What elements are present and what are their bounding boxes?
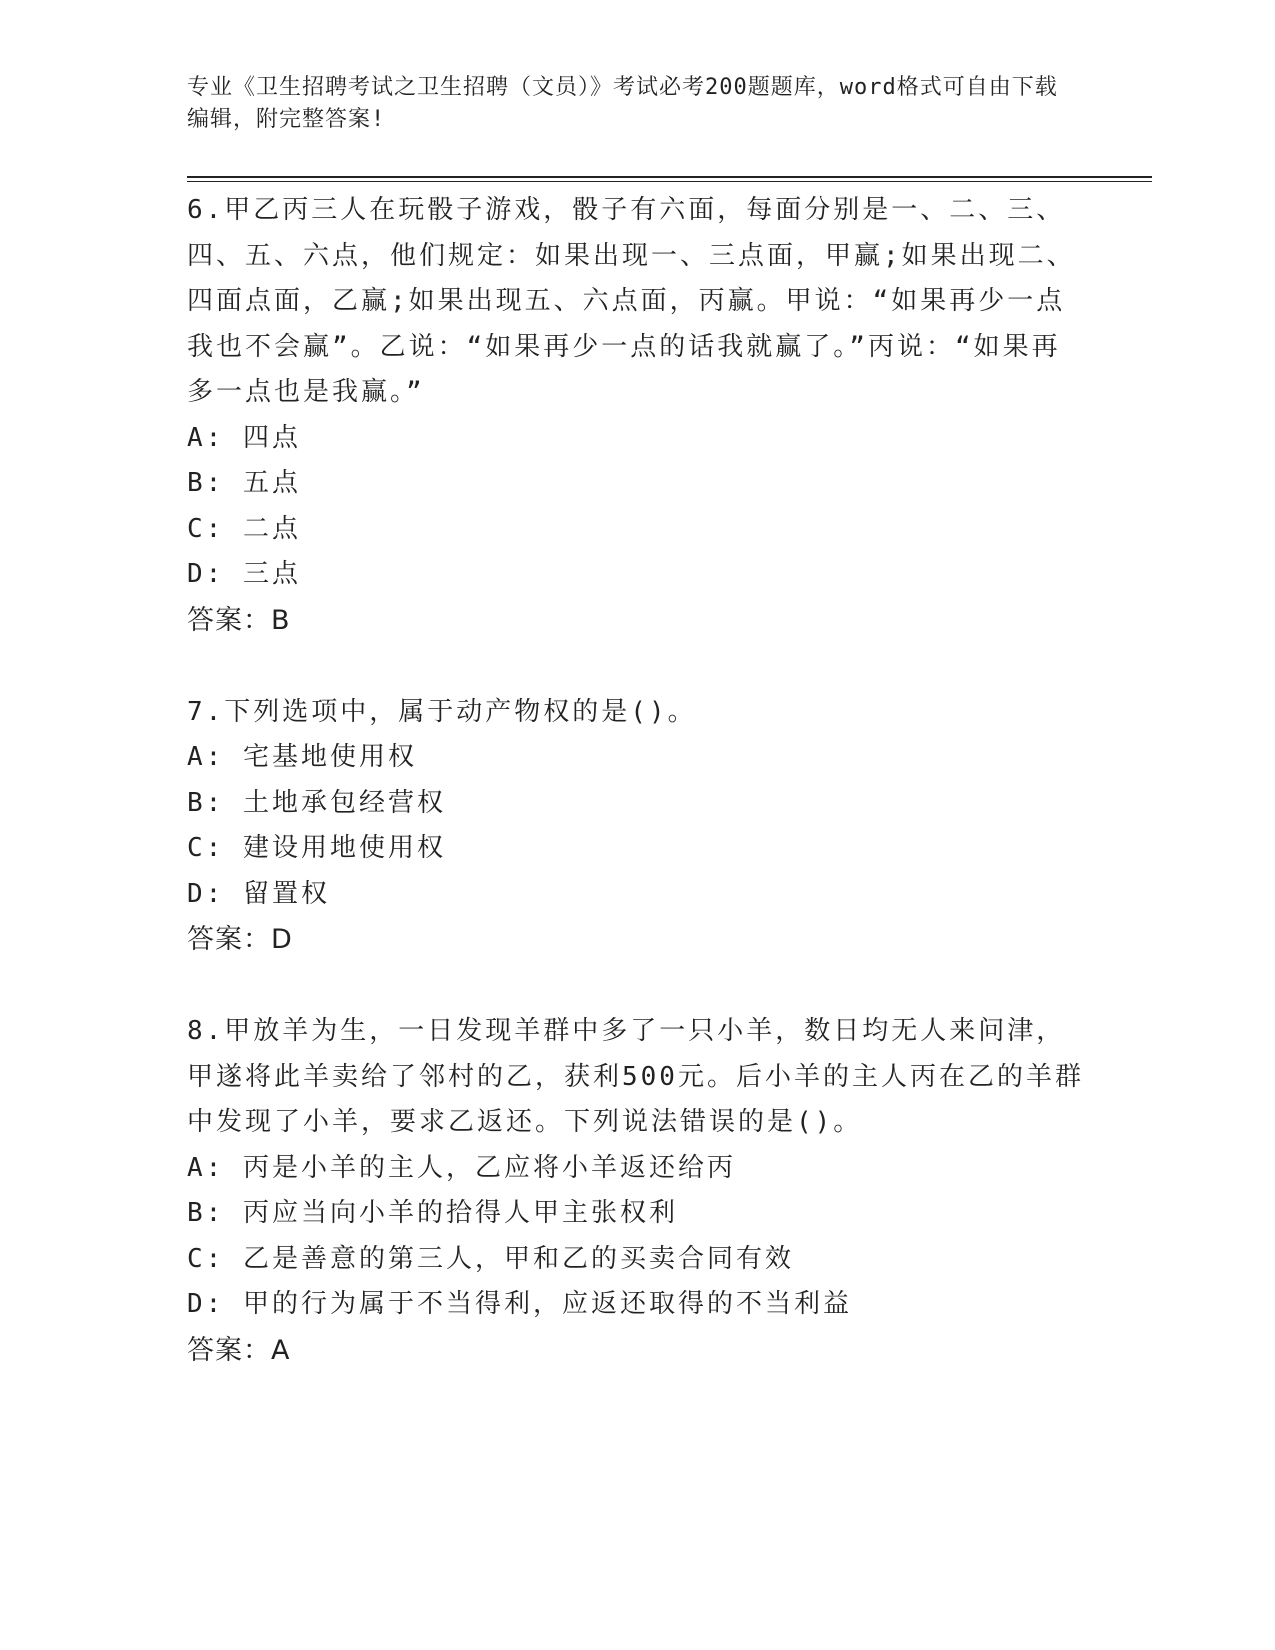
option-c: C: 建设用地使用权 bbox=[187, 833, 446, 863]
question-7 bbox=[187, 690, 1087, 964]
option-a: A: 四点 bbox=[187, 422, 301, 453]
answer-label: 答案：A bbox=[187, 1334, 291, 1366]
option-d: D: 三点 bbox=[187, 559, 301, 589]
question-stem: 8.甲放羊为生，一日发现羊群中多了一只小羊，数日均无人来问津，甲遂将此羊卖给了邻村的乙，获利500元。后小羊的主人丙在乙的羊群中发现了小羊，要求乙返还。下列说法错误的是()。 bbox=[187, 1016, 1084, 1137]
question-6 bbox=[187, 188, 1087, 644]
answer-label: 答案：D bbox=[187, 924, 293, 955]
question-stem: 6.甲乙丙三人在玩骰子游戏，骰子有六面，每面分别是一、二、三、四、五、六点，他们规定：如果出现一、三点面，甲赢;如果出现二、四面点面，乙赢;如果出现五、六点面，丙赢。甲说：“如果再少一点我也不会赢”。乙说：“如果再少一点的话我就赢了。”丙说：“如果再多一点也是我赢。” bbox=[187, 195, 1076, 407]
answer-label: 答案：B bbox=[187, 604, 291, 636]
option-c: C: 乙是善意的第三人，甲和乙的买卖合同有效 bbox=[187, 1243, 794, 1274]
option-a: A: 宅基地使用权 bbox=[187, 742, 417, 772]
header-divider-thin bbox=[187, 181, 1152, 182]
question-stem: 7.下列选项中，属于动产物权的是()。 bbox=[187, 696, 697, 727]
option-a: A: 丙是小羊的主人，乙应将小羊返还给丙 bbox=[187, 1152, 736, 1183]
option-b: B: 土地承包经营权 bbox=[187, 787, 446, 818]
option-d: D: 留置权 bbox=[187, 878, 330, 909]
option-b: B: 五点 bbox=[187, 468, 301, 498]
option-d: D: 甲的行为属于不当得利，应返还取得的不当利益 bbox=[187, 1289, 852, 1319]
option-b: B: 丙应当向小羊的拾得人甲主张权利 bbox=[187, 1198, 678, 1228]
question-8 bbox=[187, 1009, 1087, 1374]
question-list bbox=[187, 188, 1087, 1420]
document-header: 专业《卫生招聘考试之卫生招聘（文员）》考试必考200题题库，word格式可自由下载编辑，附完整答案! bbox=[187, 75, 1058, 132]
header-divider-thick bbox=[187, 176, 1152, 178]
option-c: C: 二点 bbox=[187, 513, 301, 544]
